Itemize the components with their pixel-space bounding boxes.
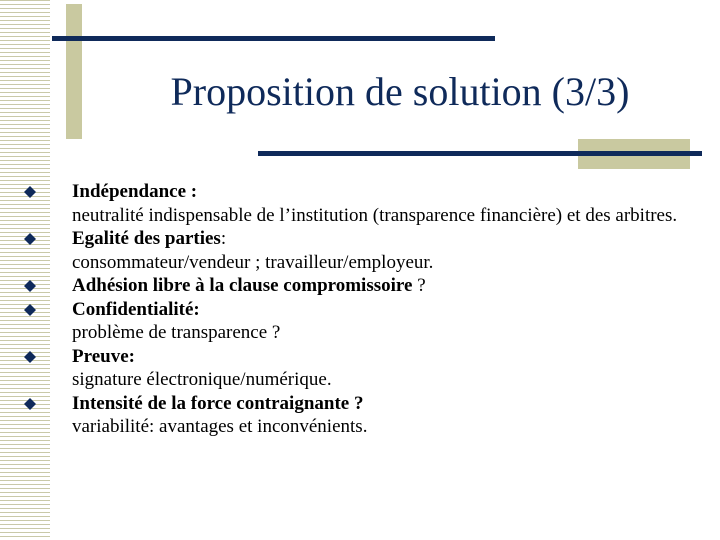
item-heading-suffix: : — [220, 228, 227, 249]
list-item — [20, 392, 715, 439]
diamond-bullet-icon — [24, 233, 36, 245]
list-item — [20, 298, 715, 345]
diamond-bullet-icon — [24, 398, 36, 410]
diamond-bullet-icon — [24, 304, 36, 316]
item-description: signature électronique/numérique. — [72, 369, 332, 390]
item-description: neutralité indispensable de l’institution (transparence financière) et des arbitres. — [72, 204, 678, 226]
decorative-bar-top — [52, 36, 495, 41]
item-description: consommateur/vendeur ; travailleur/employeur. — [72, 251, 434, 273]
diamond-bullet-icon — [24, 280, 36, 292]
item-description: problème de transparence ? — [72, 322, 281, 343]
diamond-bullet-icon — [24, 186, 36, 198]
bullet-list — [20, 180, 715, 439]
item-heading: Intensité de la force contraignante ? — [72, 392, 364, 414]
list-item — [20, 180, 715, 227]
list-item — [20, 345, 715, 392]
diamond-bullet-icon — [24, 351, 36, 363]
decorative-bar-bottom — [258, 151, 702, 156]
item-description: variabilité: avantages et inconvénients. — [72, 416, 368, 437]
item-heading: Confidentialité: — [72, 298, 200, 320]
item-heading-suffix: ? — [412, 275, 426, 296]
list-item — [20, 227, 715, 274]
slide-title: Proposition de solution (3/3) — [170, 69, 630, 114]
item-heading: Egalité des parties — [72, 228, 221, 249]
item-heading: Adhésion libre à la clause compromissoire — [72, 275, 413, 296]
item-heading: Indépendance : — [72, 181, 198, 202]
list-item — [20, 274, 715, 298]
item-heading: Preuve: — [72, 345, 135, 367]
